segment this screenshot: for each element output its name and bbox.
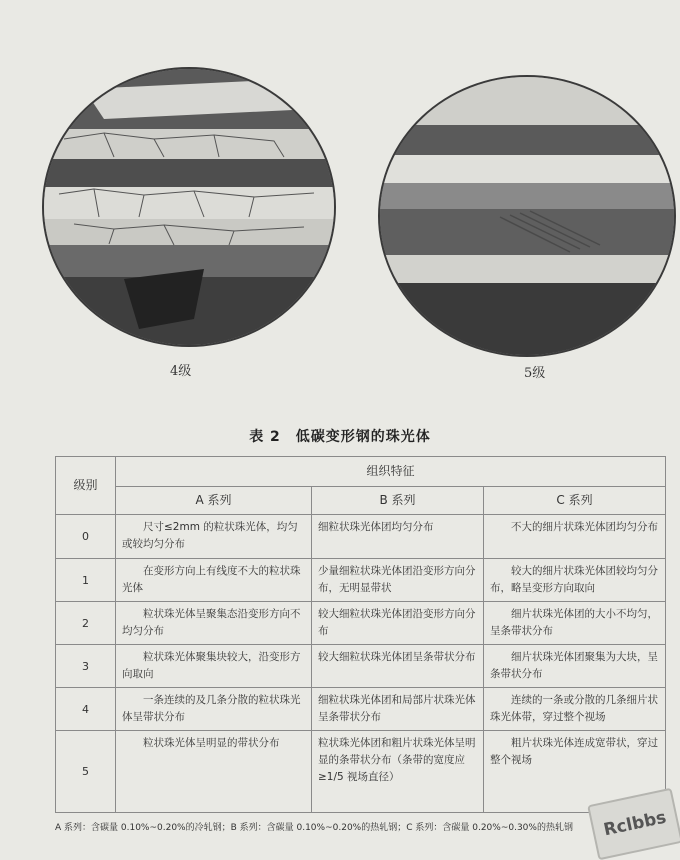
caption-grade-5: 5级 (524, 366, 546, 381)
series-c-cell: 细片状珠光体团聚集为大块，呈条带状分布 (484, 645, 666, 688)
level-cell: 2 (56, 602, 116, 645)
table-footnote: A 系列：含碳量 0.10%~0.20%的冷轧钢；B 系列：含碳量 0.10%~0.20%的热轧钢；C 系列：含碳量 0.20%~0.30%的热轧钢 (55, 823, 573, 833)
table-row (56, 688, 666, 731)
series-b-cell: 较大细粒状珠光体团沿变形方向分布 (312, 602, 484, 645)
level-cell: 1 (56, 559, 116, 602)
watermark-logo: Rclbbs (587, 788, 680, 860)
caption-grade-4: 4级 (170, 364, 192, 379)
series-a-cell: 一条连续的及几条分散的粒状珠光体呈带状分布 (116, 688, 312, 731)
level-cell: 0 (56, 515, 116, 559)
series-c-cell: 细片状珠光体团的大小不均匀，呈条带状分布 (484, 602, 666, 645)
micrograph-grade-4 (42, 67, 336, 347)
series-c-cell: 连续的一条或分散的几条细片状珠光体带，穿过整个视场 (484, 688, 666, 731)
series-a-cell: 粒状珠光体聚集块较大，沿变形方向取向 (116, 645, 312, 688)
micrograph-grade-5 (378, 75, 676, 357)
level-cell: 4 (56, 688, 116, 731)
table-row (56, 559, 666, 602)
header-series-a: A 系列 (116, 487, 312, 515)
table-row (56, 602, 666, 645)
series-b-cell: 细粒状珠光体团和局部片状珠光体呈条带状分布 (312, 688, 484, 731)
table-row (56, 515, 666, 559)
series-b-cell: 较大细粒状珠光体团呈条带状分布 (312, 645, 484, 688)
table-row (56, 645, 666, 688)
series-c-cell: 较大的细片状珠光体团较均匀分布，略呈变形方向取向 (484, 559, 666, 602)
series-b-cell: 粒状珠光体团和粗片状珠光体呈明显的条带状分布（条带的宽度应≥1/5 视场直径） (312, 731, 484, 813)
series-c-cell: 不大的细片状珠光体团均匀分布 (484, 515, 666, 559)
pearlite-table (55, 456, 666, 813)
header-group: 组织特征 (116, 457, 666, 487)
series-a-cell: 在变形方向上有线度不大的粒状珠光体 (116, 559, 312, 602)
header-series-b: B 系列 (312, 487, 484, 515)
table-row (56, 731, 666, 813)
series-b-cell: 少量细粒状珠光体团沿变形方向分布，无明显带状 (312, 559, 484, 602)
table-title: 表 2 低碳变形钢的珠光体 (249, 429, 431, 445)
header-level: 级别 (56, 457, 116, 515)
series-b-cell: 细粒状珠光体团均匀分布 (312, 515, 484, 559)
series-c-cell: 粗片状珠光体连成宽带状，穿过整个视场 (484, 731, 666, 813)
series-a-cell: 粒状珠光体呈聚集态沿变形方向不均匀分布 (116, 602, 312, 645)
series-a-cell: 粒状珠光体呈明显的带状分布 (116, 731, 312, 813)
level-cell: 5 (56, 731, 116, 813)
series-a-cell: 尺寸≤2mm 的粒状珠光体，均匀或较均匀分布 (116, 515, 312, 559)
header-series-c: C 系列 (484, 487, 666, 515)
level-cell: 3 (56, 645, 116, 688)
